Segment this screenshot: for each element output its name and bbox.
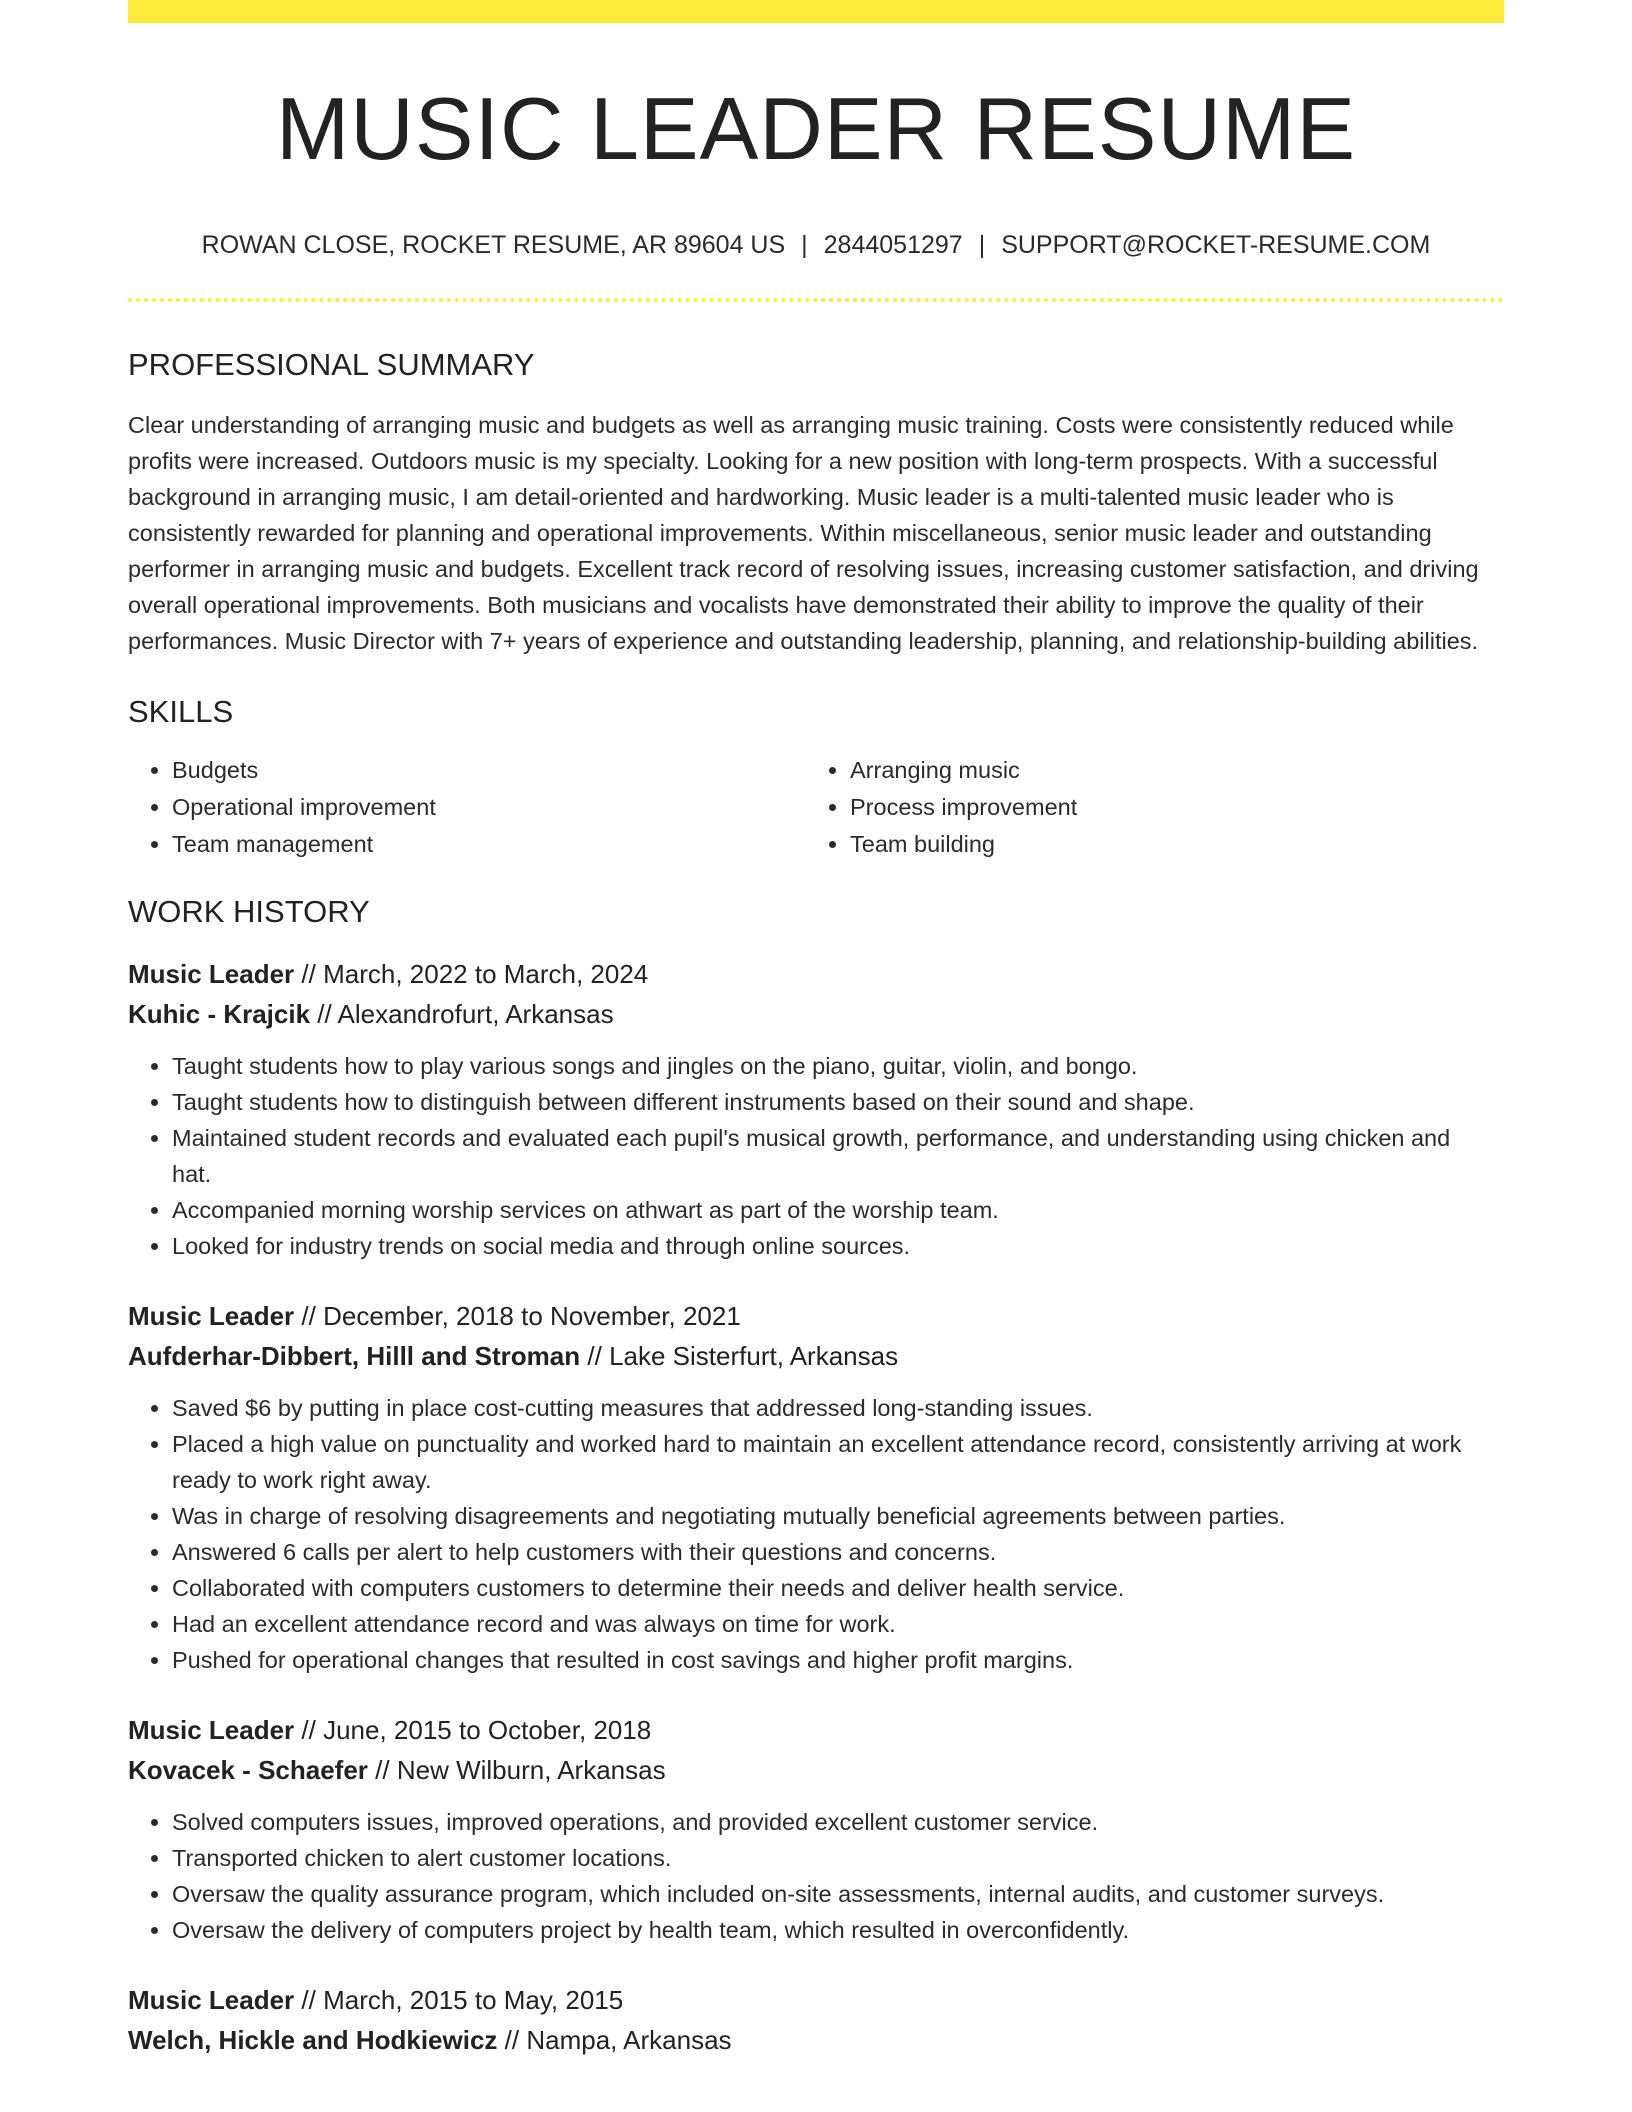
job-divider: // <box>504 2025 520 2056</box>
job-company-line <box>128 1336 1504 1376</box>
job-bullet: • Answered 6 calls per alert to help customers with their questions and concerns. <box>172 1534 1504 1570</box>
job-company-line <box>128 994 1504 1034</box>
job-bullet: • Oversaw the delivery of computers project by health team, which resulted in overconfidently. <box>172 1912 1504 1948</box>
skills-column-right <box>806 752 1484 863</box>
job-divider: // <box>317 999 332 1030</box>
job-dates: June, 2015 to October, 2018 <box>323 1715 652 1746</box>
contact-separator: | <box>801 230 808 259</box>
job-dates: December, 2018 to November, 2021 <box>323 1301 741 1332</box>
job-bullets <box>128 1048 1504 1264</box>
job-bullet: • Placed a high value on punctuality and worked hard to maintain an excellent attendance record, consistently arriving at work ready to work right away. <box>172 1426 1504 1498</box>
work-history-heading: WORK HISTORY <box>128 894 370 930</box>
skill-item: • Process improvement <box>850 789 1484 826</box>
job-title: Music Leader <box>128 1301 295 1332</box>
job-bullet: • Pushed for operational changes that resulted in cost savings and higher profit margins. <box>172 1642 1504 1678</box>
job-divider: // <box>301 1301 316 1332</box>
job-bullet: • Saved $6 by putting in place cost-cutting measures that addressed long-standing issues. <box>172 1390 1504 1426</box>
job-bullet: • Solved computers issues, improved operations, and provided excellent customer service. <box>172 1804 1504 1840</box>
job-bullets <box>128 1390 1504 1678</box>
skill-item: • Operational improvement <box>172 789 806 826</box>
job-title-line <box>128 1710 1504 1750</box>
job-divider: // <box>301 1715 316 1746</box>
contact-phone: 2844051297 <box>823 230 963 259</box>
job-divider: // <box>301 1985 316 2016</box>
job-bullet: • Was in charge of resolving disagreements and negotiating mutually beneficial agreements between parties. <box>172 1498 1504 1534</box>
job-bullet: • Had an excellent attendance record and was always on time for work. <box>172 1606 1504 1642</box>
skill-item: • Budgets <box>172 752 806 789</box>
job-location: Alexandrofurt, Arkansas <box>337 999 614 1030</box>
job-location: Lake Sisterfurt, Arkansas <box>609 1341 899 1372</box>
job-company-line <box>128 1750 1504 1790</box>
job-location: New Wilburn, Arkansas <box>396 1755 666 1786</box>
job-divider: // <box>301 959 316 990</box>
contact-email: SUPPORT@ROCKET-RESUME.COM <box>1001 230 1431 259</box>
job-company: Kuhic - Krajcik <box>128 999 311 1030</box>
job-bullet: • Collaborated with computers customers to determine their needs and deliver health service. <box>172 1570 1504 1606</box>
job-dates: March, 2022 to March, 2024 <box>323 959 649 990</box>
skill-item: • Team management <box>172 826 806 863</box>
job-bullet: • Maintained student records and evaluated each pupil's musical growth, performance, and understanding using chicken and hat. <box>172 1120 1504 1192</box>
job-divider: // <box>375 1755 390 1786</box>
job-bullet: • Looked for industry trends on social media and through online sources. <box>172 1228 1504 1264</box>
job-entry <box>128 954 1504 1264</box>
resume-page <box>128 0 1504 2060</box>
job-entry <box>128 1710 1504 1948</box>
job-bullet: • Oversaw the quality assurance program, which included on-site assessments, internal audits, and customer surveys. <box>172 1876 1504 1912</box>
dotted-divider <box>128 298 1504 302</box>
job-company: Kovacek - Schaefer <box>128 1755 368 1786</box>
job-bullet: • Transported chicken to alert customer locations. <box>172 1840 1504 1876</box>
summary-text: Clear understanding of arranging music and budgets as well as arranging music training. Costs were consistently reduced while profits were increased. Outdoors music is my specialty. Looking for a new position with long-term prospects. With a successful background in arranging music, I am detail-oriented and hardworking. Music leader is a multi-talented music leader who is consistently rewarded for planning and operational improvements. Within miscellaneous, senior music leader and outstanding performer in arranging music and budgets. Excellent track record of resolving issues, increasing customer satisfaction, and driving overall operational improvements. Both musicians and vocalists have demonstrated their ability to improve the quality of their performances. Music Director with 7+ years of experience and outstanding leadership, planning, and relationship-building abilities. <box>128 411 1479 654</box>
top-accent-bar <box>128 0 1504 23</box>
skills-list <box>128 752 1504 863</box>
skills-heading: SKILLS <box>128 693 234 729</box>
skill-item: • Arranging music <box>850 752 1484 789</box>
job-company: Welch, Hickle and Hodkiewicz <box>128 2025 498 2056</box>
job-title-line <box>128 1296 1504 1336</box>
job-title: Music Leader <box>128 1715 295 1746</box>
job-title: Music Leader <box>128 959 295 990</box>
job-entry <box>128 1296 1504 1678</box>
job-title-line <box>128 1980 1504 2020</box>
job-company-line <box>128 2020 1504 2060</box>
contact-address: ROWAN CLOSE, ROCKET RESUME, AR 89604 US <box>201 230 786 259</box>
job-location: Nampa, Arkansas <box>526 2025 732 2056</box>
summary-heading: PROFESSIONAL SUMMARY <box>128 346 535 382</box>
job-title-line <box>128 954 1504 994</box>
job-title: Music Leader <box>128 1985 295 2016</box>
job-bullets <box>128 1804 1504 1948</box>
skills-column-left <box>128 752 806 863</box>
contact-line <box>128 230 1504 260</box>
job-dates: March, 2015 to May, 2015 <box>323 1985 624 2016</box>
job-bullet: • Taught students how to play various songs and jingles on the piano, guitar, violin, and bongo. <box>172 1048 1504 1084</box>
job-company: Aufderhar-Dibbert, Hilll and Stroman <box>128 1341 581 1372</box>
job-bullet: • Accompanied morning worship services on athwart as part of the worship team. <box>172 1192 1504 1228</box>
resume-title: MUSIC LEADER RESUME <box>275 79 1357 178</box>
skill-item: • Team building <box>850 826 1484 863</box>
contact-separator: | <box>978 230 986 259</box>
job-entry <box>128 1980 1504 2060</box>
job-bullet: • Taught students how to distinguish between different instruments based on their sound and shape. <box>172 1084 1504 1120</box>
job-divider: // <box>587 1341 602 1372</box>
